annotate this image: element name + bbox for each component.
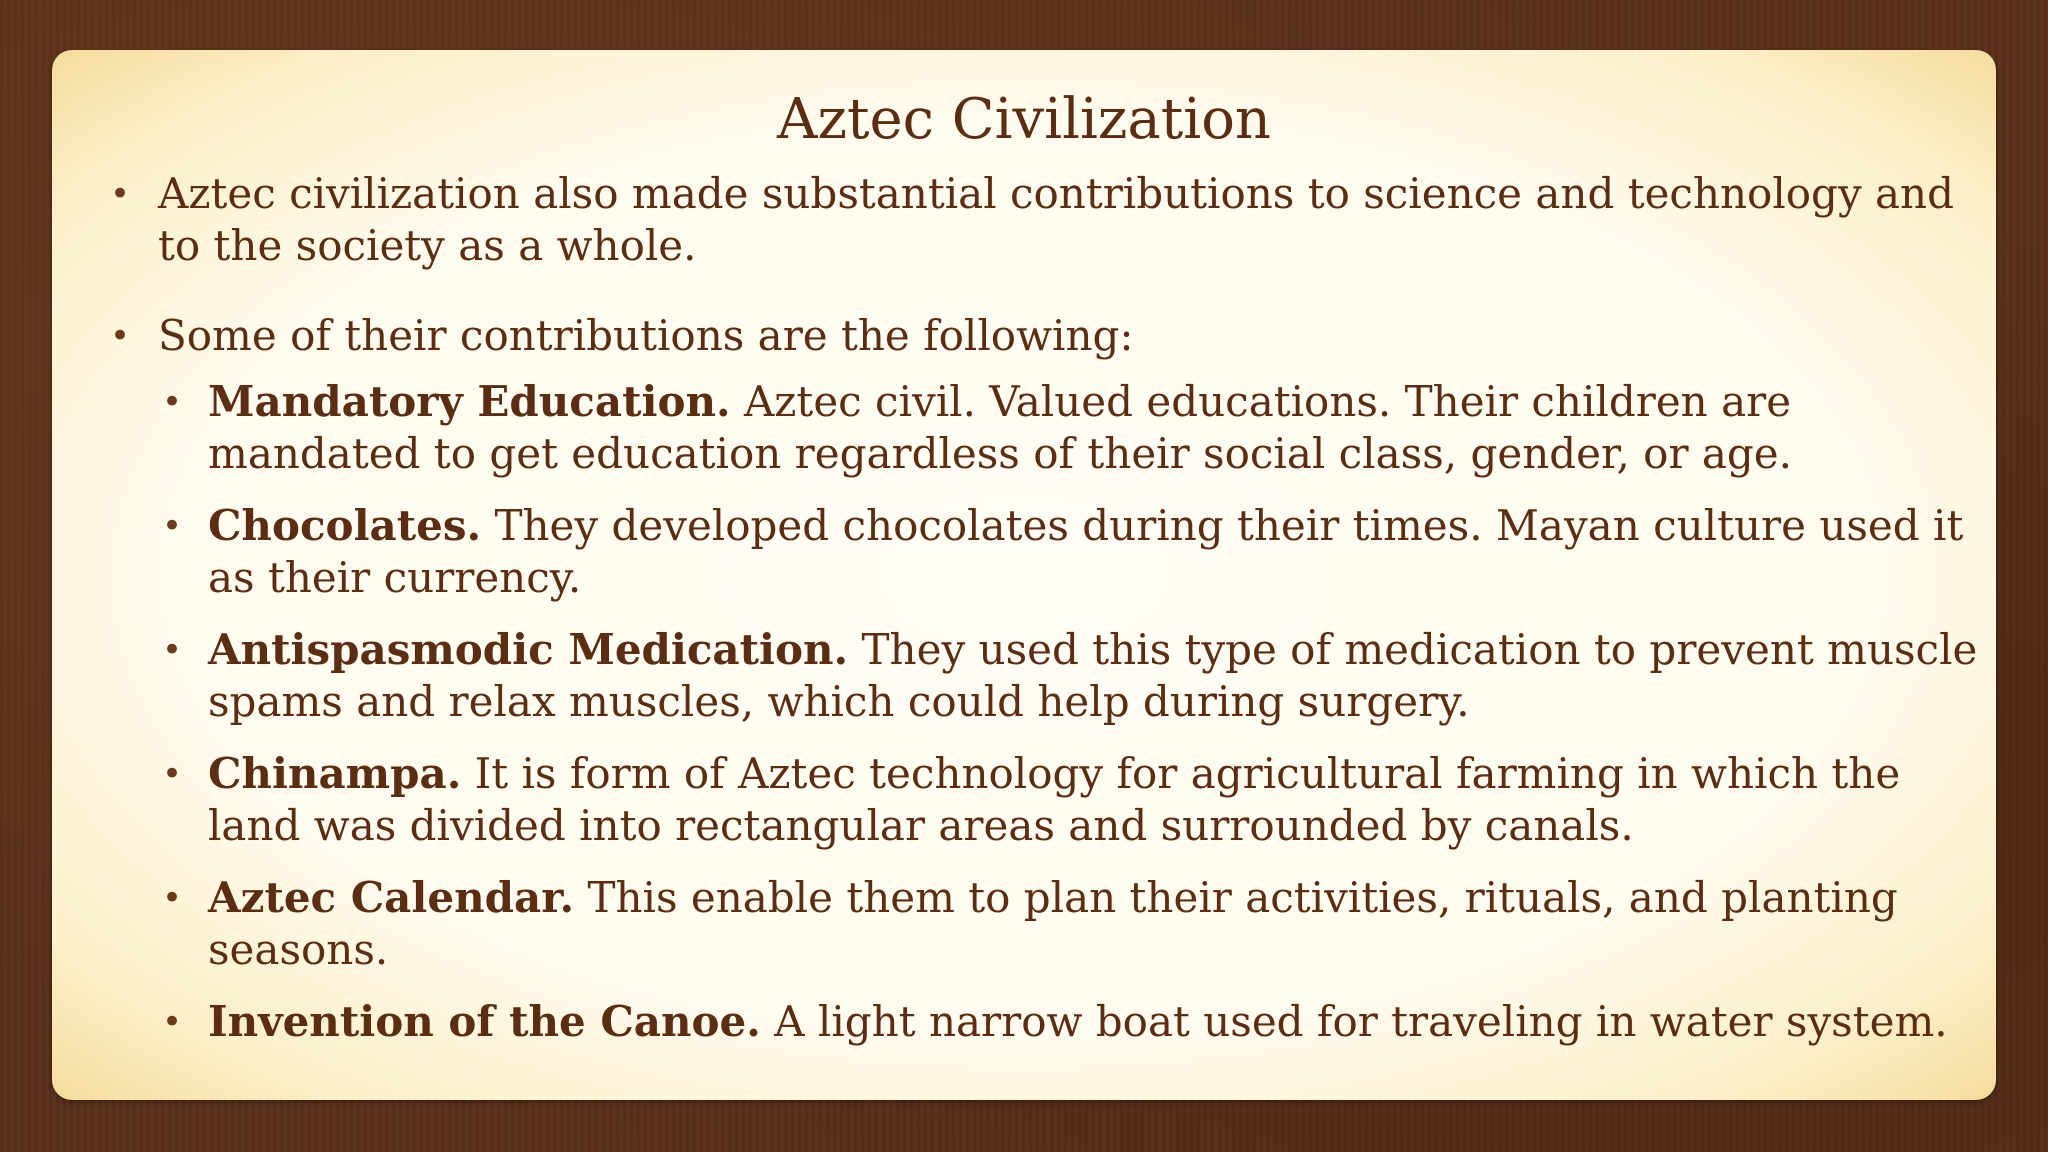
sub-bullet-text: It is form of Aztec technology for agricultural farming in which the land was divided into rectangular areas and surrounded by canals.	[208, 749, 1901, 850]
sub-bullet-term: Mandatory Education.	[208, 377, 731, 426]
sub-bullet-text: Aztec civil. Valued educations. Their children are mandated to get education regardless of their social class, gender, or age.	[208, 377, 1793, 478]
sub-bullet-item	[162, 748, 1980, 852]
bullet-icon: •	[162, 630, 183, 670]
slide-content	[110, 168, 1980, 1048]
sub-bullet-text: They developed chocolates during their times. Mayan culture used it as their currency.	[208, 501, 1964, 602]
bullet-item	[110, 310, 1980, 362]
sub-bullet-item	[162, 872, 1980, 976]
sub-bullet-term: Antispasmodic Medication.	[208, 625, 849, 674]
bullet-icon: •	[110, 316, 131, 356]
bullet-icon: •	[162, 754, 183, 794]
sub-bullet-term: Invention of the Canoe.	[208, 997, 761, 1046]
sub-bullet-text: This enable them to plan their activities, rituals, and planting seasons.	[208, 873, 1898, 974]
bullet-icon: •	[162, 1002, 183, 1042]
sub-bullet-item	[162, 376, 1980, 480]
sub-bullet-item	[162, 996, 1980, 1048]
sub-bullet-term: Chocolates.	[208, 501, 482, 550]
slide-title: Aztec Civilization	[777, 87, 1271, 152]
bullet-text: Aztec civilization also made substantial contributions to science and technology and to the society as a whole.	[158, 169, 1954, 270]
bullet-text: Some of their contributions are the following:	[158, 311, 1134, 360]
sub-bullet-term: Aztec Calendar.	[208, 873, 575, 922]
sub-bullet-item	[162, 624, 1980, 728]
bullet-icon: •	[162, 506, 183, 546]
bullet-item	[110, 168, 1980, 272]
sub-bullet-item	[162, 500, 1980, 604]
sub-bullet-text: They used this type of medication to prevent muscle spams and relax muscles, which could help during surgery.	[208, 625, 1978, 726]
bullet-icon: •	[162, 878, 183, 918]
bullet-icon: •	[162, 382, 183, 422]
sub-bullet-term: Chinampa.	[208, 749, 462, 798]
bullet-icon: •	[110, 174, 131, 214]
sub-bullet-text: A light narrow boat used for traveling in water system.	[760, 997, 1948, 1046]
